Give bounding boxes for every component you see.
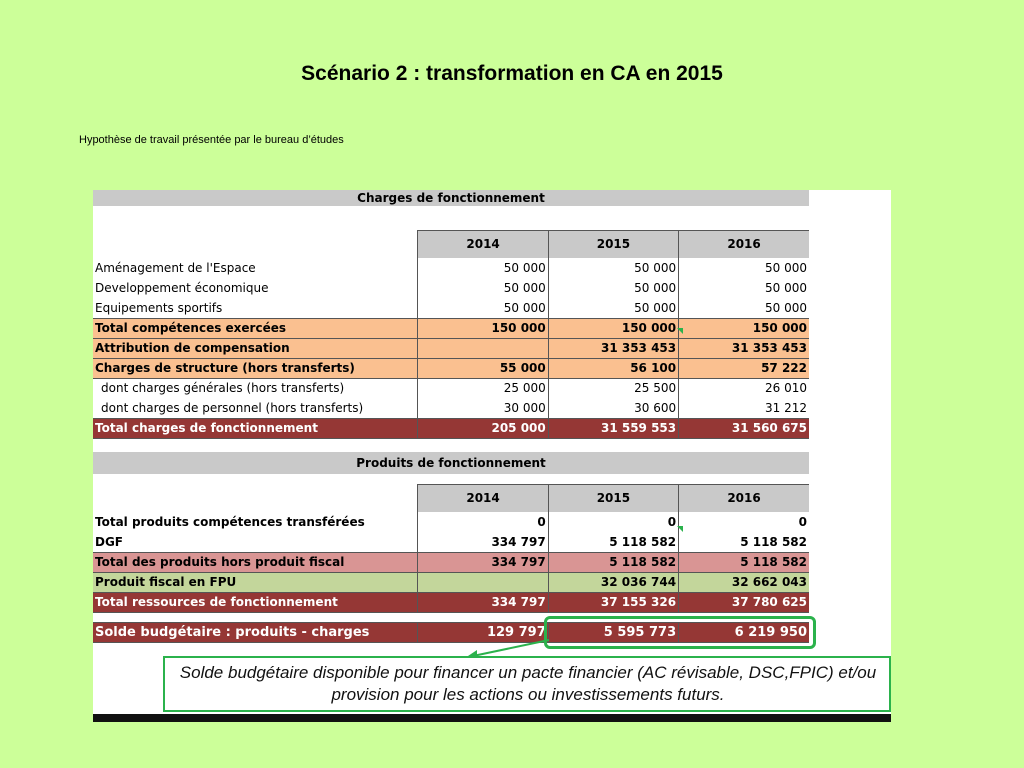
page-title: Scénario 2 : transformation en CA en 2015 bbox=[301, 62, 723, 85]
table-row: dont charges de personnel (hors transferts) 30 000 30 600 31 212 bbox=[93, 398, 809, 418]
table-row-total: Charges de structure (hors transferts) 55 000 56 100 57 222 bbox=[93, 358, 809, 378]
charges-table bbox=[93, 190, 809, 439]
year-header: 2016 bbox=[679, 230, 809, 258]
table-row-grand-total: Total charges de fonctionnement 205 000 31 559 553 31 560 675 bbox=[93, 418, 809, 438]
produits-table bbox=[93, 452, 809, 613]
produits-year-header bbox=[93, 484, 809, 512]
charges-section-title: Charges de fonctionnement bbox=[93, 190, 809, 206]
panel-bottom-bar bbox=[93, 714, 891, 722]
year-header: 2014 bbox=[418, 484, 548, 512]
table-row: dont charges générales (hors transferts) 25 000 25 500 26 010 bbox=[93, 378, 809, 398]
table-row: Aménagement de l'Espace 50 000 50 000 50 000 bbox=[93, 258, 809, 278]
table-row-grand-total: Total ressources de fonctionnement 334 797 37 155 326 37 780 625 bbox=[93, 592, 809, 612]
table-row-solde: Solde budgétaire : produits - charges 129 797 5 595 773 6 219 950 bbox=[93, 623, 809, 643]
callout-box bbox=[163, 656, 891, 712]
table-row: Developpement économique 50 000 50 000 50 000 bbox=[93, 278, 809, 298]
cell-marker-icon bbox=[677, 328, 683, 334]
table-row-total: Total compétences exercées 150 000 150 000 150 000 bbox=[93, 318, 809, 338]
year-header: 2014 bbox=[418, 230, 548, 258]
table-row-total: Attribution de compensation 31 353 453 31 353 453 bbox=[93, 338, 809, 358]
financial-table-image bbox=[93, 190, 891, 722]
year-header: 2016 bbox=[679, 484, 809, 512]
table-row-total: Produit fiscal en FPU 32 036 744 32 662 043 bbox=[93, 572, 809, 592]
cell-marker-icon bbox=[677, 526, 683, 532]
page-subtitle: Hypothèse de travail présentée par le bureau d’études bbox=[79, 134, 344, 146]
table-row: Equipements sportifs 50 000 50 000 50 000 bbox=[93, 298, 809, 318]
year-header: 2015 bbox=[548, 230, 678, 258]
table-row: DGF 334 797 5 118 582 5 118 582 bbox=[93, 532, 809, 552]
charges-year-header bbox=[93, 230, 809, 258]
produits-section-title: Produits de fonctionnement bbox=[93, 452, 809, 474]
table-row: Total produits compétences transférées 0 0 0 bbox=[93, 512, 809, 532]
callout-text: Solde budgétaire disponible pour financer un pacte financier (AC révisable, DSC,FPIC) et/ou provision pour les actions ou investissements futurs. bbox=[179, 663, 877, 704]
year-header: 2015 bbox=[548, 484, 678, 512]
solde-highlight-box bbox=[544, 616, 816, 649]
table-row-total: Total des produits hors produit fiscal 334 797 5 118 582 5 118 582 bbox=[93, 552, 809, 572]
